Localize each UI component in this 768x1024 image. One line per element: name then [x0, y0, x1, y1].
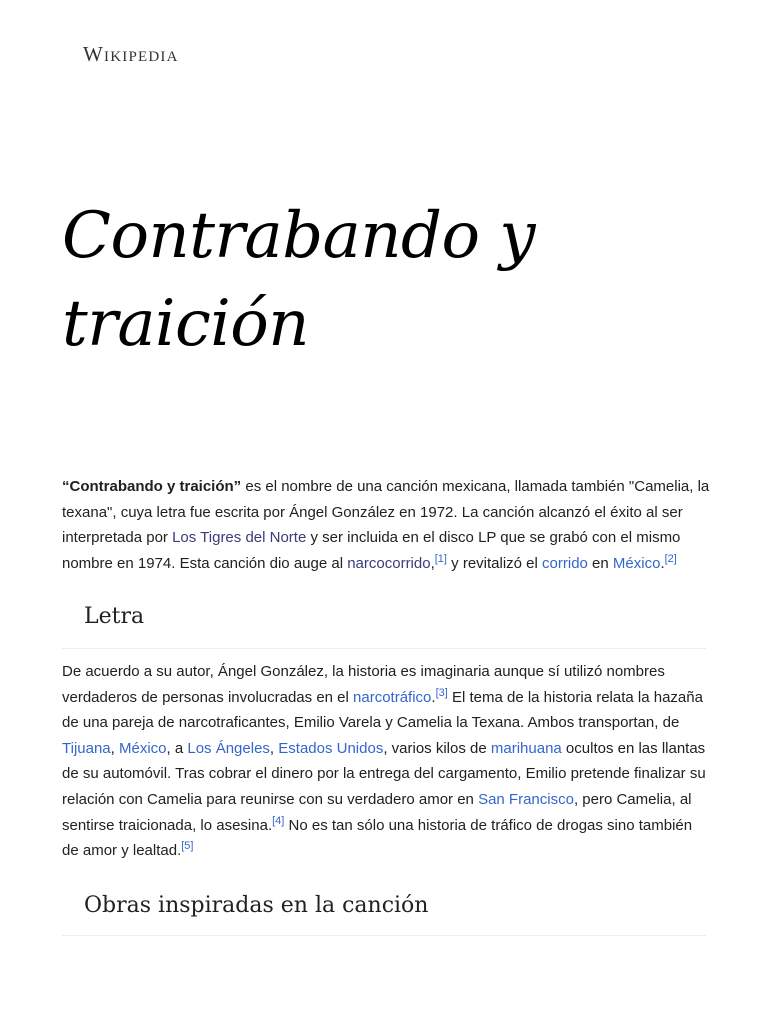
reference-1[interactable]: [1] — [434, 552, 447, 565]
reference-2[interactable]: [2] — [664, 552, 677, 565]
letra-text-10: No es tan sólo una historia de tráfico de drogas sino también de amor y lealtad. — [62, 816, 693, 860]
reference-5[interactable]: [5] — [181, 840, 194, 853]
letra-text-7: , varios kilos de — [383, 739, 491, 757]
intro-paragraph — [62, 474, 710, 576]
link-corrido[interactable]: corrido — [542, 554, 588, 572]
link-narcotrafico[interactable]: narcotráfico — [353, 688, 432, 706]
link-estados-unidos[interactable]: Estados Unidos — [278, 739, 384, 757]
section-heading-obras[interactable]: Obras inspiradas en la canción — [62, 893, 706, 936]
letra-text-9: , pero Camelia, al sentirse traicionada, lo asesina. — [62, 790, 692, 834]
letra-paragraph — [62, 659, 710, 864]
link-narcocorrido[interactable]: narcocorrido — [347, 554, 431, 572]
link-los-angeles[interactable]: Los Ángeles — [187, 739, 270, 757]
link-marihuana[interactable]: marihuana — [490, 739, 562, 757]
intro-text-1: es el nombre de una canción mexicana, llamada también "Camelia, la texana", cuya letra fue escrita por Ángel González en 1972. La canción alcanzó el éxito al ser interpretada por — [62, 478, 710, 547]
link-los-tigres-del-norte[interactable]: Los Tigres del Norte — [172, 529, 307, 547]
intro-text-3: , — [430, 554, 435, 572]
bold-term: “Contrabando y traición” — [62, 478, 242, 495]
letra-text-2: . — [431, 688, 436, 706]
wikipedia-logo[interactable]: Wikipedia — [83, 42, 179, 66]
letra-text-8: ocultos en las llantas de su automóvil. Tras cobrar el dinero por la entrega del cargamento, Emilio pretende finalizar su relación con Camelia para reunirse con su verdadero amor en — [62, 739, 706, 808]
reference-4[interactable]: [4] — [272, 814, 285, 827]
link-mexico-2[interactable]: México — [118, 739, 167, 757]
letra-text-4: , — [110, 739, 119, 757]
letra-text-3: El tema de la historia relata la hazaña de una pareja de narcotraficantes, Emilio Varela y Camelia la Texana. Ambos transportan, de — [62, 688, 703, 732]
intro-text-2: y ser incluida en el disco LP que se grabó con el mismo nombre en 1974. Esta canción dio auge al — [62, 529, 681, 572]
letra-text-5: , a — [166, 739, 188, 757]
link-mexico[interactable]: México — [612, 554, 661, 572]
intro-text-4: y revitalizó el — [446, 554, 543, 572]
intro-text-5: en — [587, 554, 613, 572]
intro-text-6: . — [660, 554, 665, 572]
link-tijuana[interactable]: Tijuana — [62, 739, 111, 757]
letra-text-1: De acuerdo a su autor, Ángel González, la historia es imaginaria aunque sí utilizó nombres verdaderos de personas involucradas en el — [62, 663, 665, 706]
page-title: Contrabando y traición — [62, 199, 536, 361]
letra-text-6: , — [269, 739, 279, 757]
link-san-francisco[interactable]: San Francisco — [478, 790, 574, 808]
section-heading-letra[interactable]: Letra — [62, 604, 706, 649]
reference-3[interactable]: [3] — [435, 686, 448, 699]
